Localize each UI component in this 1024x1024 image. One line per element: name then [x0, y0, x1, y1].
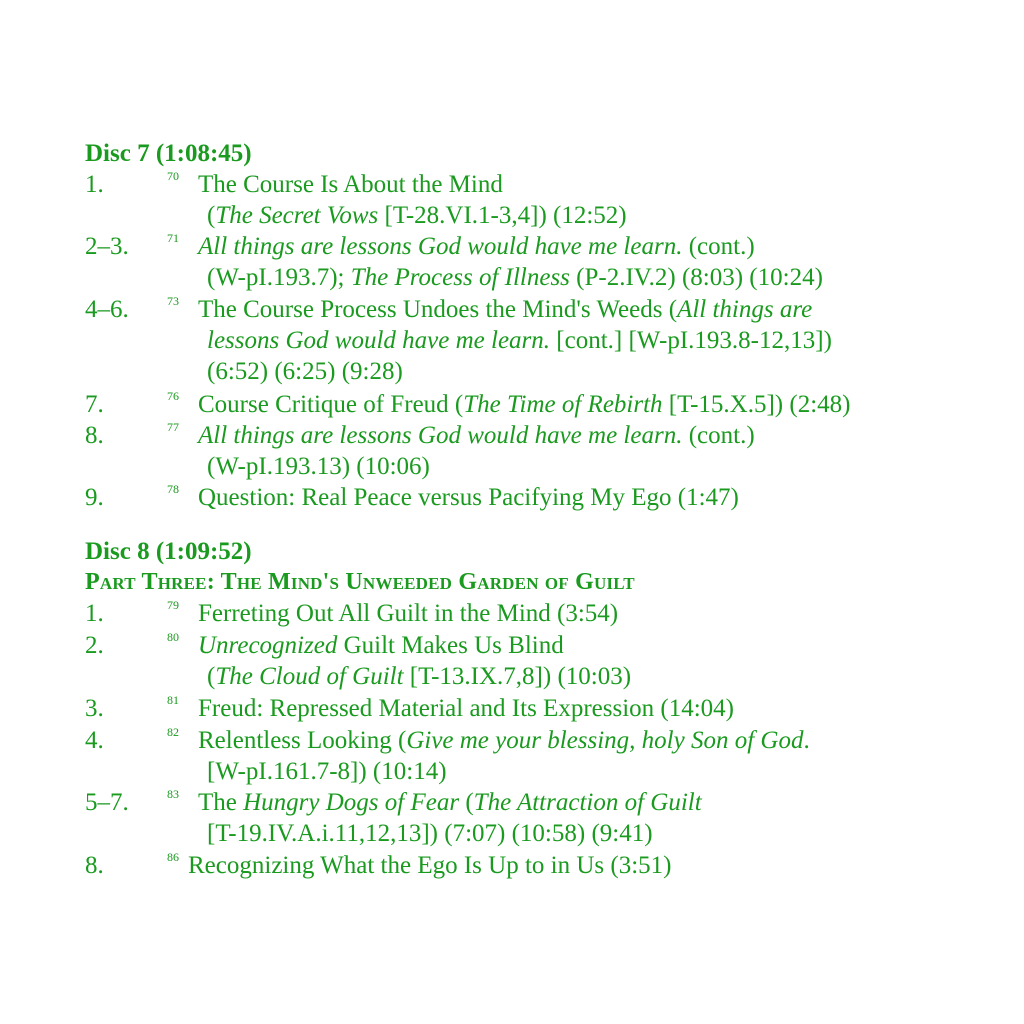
track-title-line: [W-pI.161.7-8]) (10:14) — [207, 758, 447, 785]
track-title-line: (The Cloud of Guilt [T-13.IX.7,8]) (10:03) — [207, 663, 632, 690]
track-reference-number: 73 — [167, 294, 179, 308]
track-title-line: All things are lessons God would have me learn. (cont.) — [198, 422, 755, 449]
track-title-line: Recognizing What the Ego Is Up to in Us (3:51) — [188, 852, 672, 879]
track-title-line: Course Critique of Freud (The Time of Rebirth [T-15.X.5]) (2:48) — [198, 391, 851, 418]
track-title-line: The Course Process Undoes the Mind's Weeds (All things are — [198, 296, 813, 323]
track-number: 4. — [85, 727, 104, 754]
track-number: 5–7. — [85, 789, 129, 816]
track-reference-number: 76 — [167, 389, 179, 403]
track-title-line: (The Secret Vows [T-28.VI.1-3,4]) (12:52) — [207, 202, 627, 229]
track-title-line: Relentless Looking (Give me your blessing, holy Son of God. — [198, 727, 810, 754]
track-reference-number: 80 — [167, 630, 179, 644]
track-title-line: lessons God would have me learn. [cont.] [W-pI.193.8-12,13]) — [207, 327, 832, 354]
track-reference-number: 79 — [167, 598, 179, 612]
track-title-line: The Hungry Dogs of Fear (The Attraction of Guilt — [198, 789, 702, 816]
track-number: 8. — [85, 422, 104, 449]
track-reference-number: 83 — [167, 787, 179, 801]
track-reference-number: 81 — [167, 693, 179, 707]
track-reference-number: 86 — [167, 850, 179, 864]
track-title-line: Unrecognized Guilt Makes Us Blind — [198, 632, 564, 659]
track-number: 1. — [85, 600, 104, 627]
track-title-line: Freud: Repressed Material and Its Expression (14:04) — [198, 695, 734, 722]
track-reference-number: 70 — [167, 169, 179, 183]
track-reference-number: 82 — [167, 725, 179, 739]
part-heading: Part Three: The Mind's Unweeded Garden of Guilt — [85, 569, 635, 595]
track-number: 1. — [85, 171, 104, 198]
track-reference-number: 77 — [167, 420, 179, 434]
track-title-line: (6:52) (6:25) (9:28) — [207, 358, 403, 385]
track-reference-number: 71 — [167, 231, 179, 245]
disc-8-heading: Disc 8 (1:09:52) — [85, 538, 252, 565]
track-title-line: (W-pI.193.13) (10:06) — [207, 453, 430, 480]
disc-7-heading: Disc 7 (1:08:45) — [85, 140, 252, 167]
track-number: 9. — [85, 484, 104, 511]
track-number: 3. — [85, 695, 104, 722]
track-reference-number: 78 — [167, 482, 179, 496]
track-title-line: The Course Is About the Mind — [198, 171, 503, 198]
track-number: 7. — [85, 391, 104, 418]
track-number: 8. — [85, 852, 104, 879]
track-title-line: (W-pI.193.7); The Process of Illness (P-2.IV.2) (8:03) (10:24) — [207, 264, 823, 291]
track-number: 2–3. — [85, 233, 129, 260]
track-title-line: Ferreting Out All Guilt in the Mind (3:54) — [198, 600, 619, 627]
track-title-line: All things are lessons God would have me learn. (cont.) — [198, 233, 755, 260]
track-number: 4–6. — [85, 296, 129, 323]
track-title-line: Question: Real Peace versus Pacifying My Ego (1:47) — [198, 484, 739, 511]
track-title-line: [T-19.IV.A.i.11,12,13]) (7:07) (10:58) (9:41) — [207, 820, 653, 847]
track-number: 2. — [85, 632, 104, 659]
